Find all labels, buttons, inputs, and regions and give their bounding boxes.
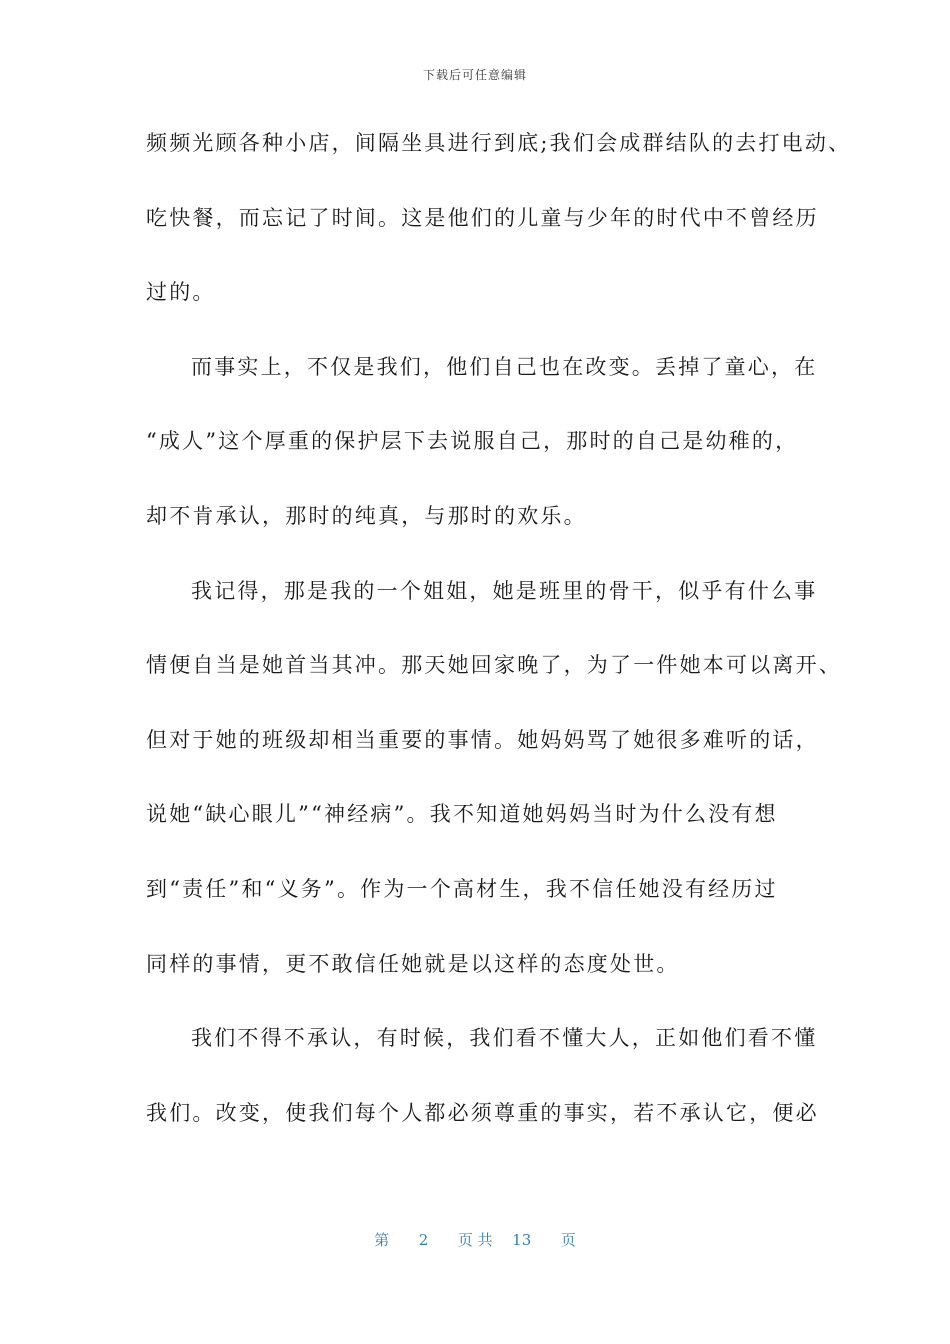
- text-line: 到“责任”和“义务”。作为一个高材生，我不信任她没有经历过: [146, 876, 778, 901]
- paragraph-first-line: 我记得，那是我的一个姐姐，她是班里的骨干，似乎有什么事: [191, 578, 818, 603]
- text-line: 但对于她的班级却相当重要的事情。她妈妈骂了她很多难听的话，: [146, 727, 819, 752]
- footer-current-page: 2: [418, 1231, 429, 1249]
- text-line: 我们。改变，使我们每个人都必须尊重的事实，若不承认它，便必: [146, 1100, 819, 1125]
- text-line: 同样的事情，更不敢信任她就是以这样的态度处世。: [146, 951, 680, 976]
- footer-prefix: 第: [374, 1231, 390, 1249]
- text-line: 吃快餐，而忘记了时间。这是他们的儿童与少年的时代中不曾经历: [146, 205, 819, 230]
- document-body: [146, 124, 852, 1168]
- page-footer: [0, 1229, 950, 1250]
- text-line: 说她“缺心眼儿”“神经病”。我不知道她妈妈当时为什么没有想: [146, 802, 778, 827]
- footer-middle: 页 共: [457, 1231, 493, 1249]
- paragraph-first-line: 我们不得不承认，有时候，我们看不懂大人，正如他们看不懂: [191, 1026, 818, 1051]
- footer-suffix: 页: [560, 1231, 576, 1249]
- text-line: 过的。: [146, 280, 216, 305]
- text-line: “成人”这个厚重的保护层下去说服自己，那时的自己是幼稚的，: [146, 429, 799, 454]
- text-line: 频频光顾各种小店，间隔坐具进行到底;我们会成群结队的去打电动、: [146, 131, 852, 155]
- text-line: 情便自当是她首当其冲。那天她回家晚了，为了一件她本可以离开、: [146, 653, 842, 678]
- page-header-note: 下载后可任意编辑: [422, 68, 527, 82]
- footer-total-pages: 13: [512, 1231, 532, 1249]
- paragraph-first-line: 而事实上，不仅是我们，他们自己也在改变。丢掉了童心，在: [191, 354, 818, 379]
- text-line: 却不肯承认，那时的纯真，与那时的欢乐。: [146, 503, 587, 528]
